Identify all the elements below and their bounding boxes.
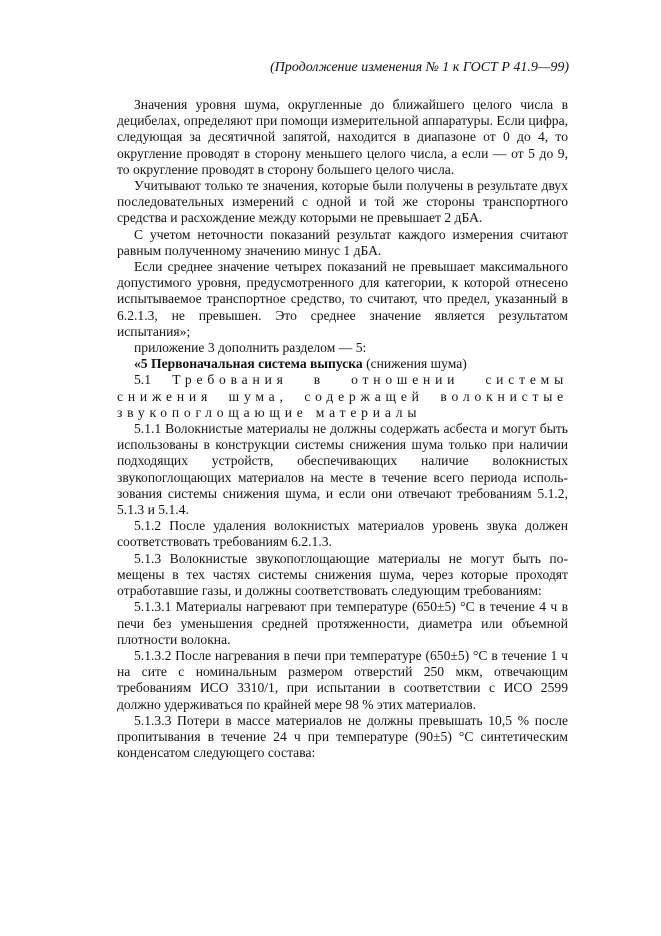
section-heading-bold: «5 Первоначальная система выпуска [134, 356, 363, 372]
paragraph: 5.1.1 Волокнистые материалы не должны содержать асбеста и могут быть использованы в конструкции системы снижения шума только при наличии подходящих устройств, обеспечивающих наличие волокнистых звукопоглощающих материалов на месте в течение всего периода использования системы снижения шума, и если они отвечают требованиям 5.1.2, 5.1.3 и 5.1.4. [117, 421, 568, 518]
paragraph: Если среднее значение четырех показаний не превышает максимального допустимого уровня, предусмотренного для категории, к которой отнесено испытываемое транспортное средство, то считают, что предел, указанный в 6.2.1.3, не превышен. Это среднее значение является результатом испытания»; [117, 259, 568, 339]
subsection-title: Требования в отношении системы снижения шума, содержащей волокнистые звукопоглощающие материалы [117, 372, 569, 420]
paragraph: 5.1.2 После удаления волокнистых материалов уровень звука должен соответствовать требованиям 6.2.1.3. [117, 518, 568, 550]
paragraph: Учитывают только те значения, которые были получены в результате двух последовательных измерений с одной и той же стороны транспортного средства и расхождение между которыми не превышает 2 дБА. [117, 178, 568, 226]
paragraph: 5.1.3.2 После нагревания в печи при температуре (650±5) °С в течение 1 ч на сите с номинальным размером отверстий 250 мкм, отвечающим требованиям ИСО 3310/1, при испытании в соответствии с ИСО 2599 должно удерживаться по крайней мере 98 % этих материалов. [117, 647, 568, 712]
section-heading-rest: (снижения шума) [362, 356, 467, 372]
paragraph: 5.1.3.3 Потери в массе материалов не должны превышать 10,5 % после пропитывания в течение 24 ч при температуре (90±5) °С синтетическим конденсатом следующего состава: [117, 712, 568, 761]
page-header: (Продолжение изменения № 1 к ГОСТ Р 41.9—99) [270, 60, 569, 75]
paragraph: 5.1.3.1 Материалы нагревают при температуре (650±5) °С в течение 4 ч в печи без уменьшения средней протяженности, диаметра или объемной плотности волокна. [117, 599, 568, 647]
paragraph: 5.1.3 Волокнистые звукопоглощающие материалы не могут быть помещены в тех частях системы снижения шума, через которые проходят отработавшие газы, и должны соответствовать следующим требованиям: [117, 550, 568, 599]
paragraph: С учетом неточности показаний результат каждого измерения считают равным полученному значению минус 1 дБА. [117, 226, 568, 258]
section-heading [117, 356, 568, 372]
subsection-heading [117, 372, 568, 421]
paragraph: приложение 3 дополнить разделом — 5: [134, 340, 367, 356]
document-body [117, 97, 568, 761]
subsection-number: 5.1 [134, 372, 173, 388]
paragraph: Значения уровня шума, округленные до ближайшего целого числа в децибелах, определяют при помощи измерительной аппаратуры. Если цифра, следующая за десятичной запятой, находится в диапазоне от 0 до 4, то округление проводят в сторону меньшего целого числа, а если — от 5 до 9, то округление проводят в сторону большего целого числа. [117, 97, 568, 177]
